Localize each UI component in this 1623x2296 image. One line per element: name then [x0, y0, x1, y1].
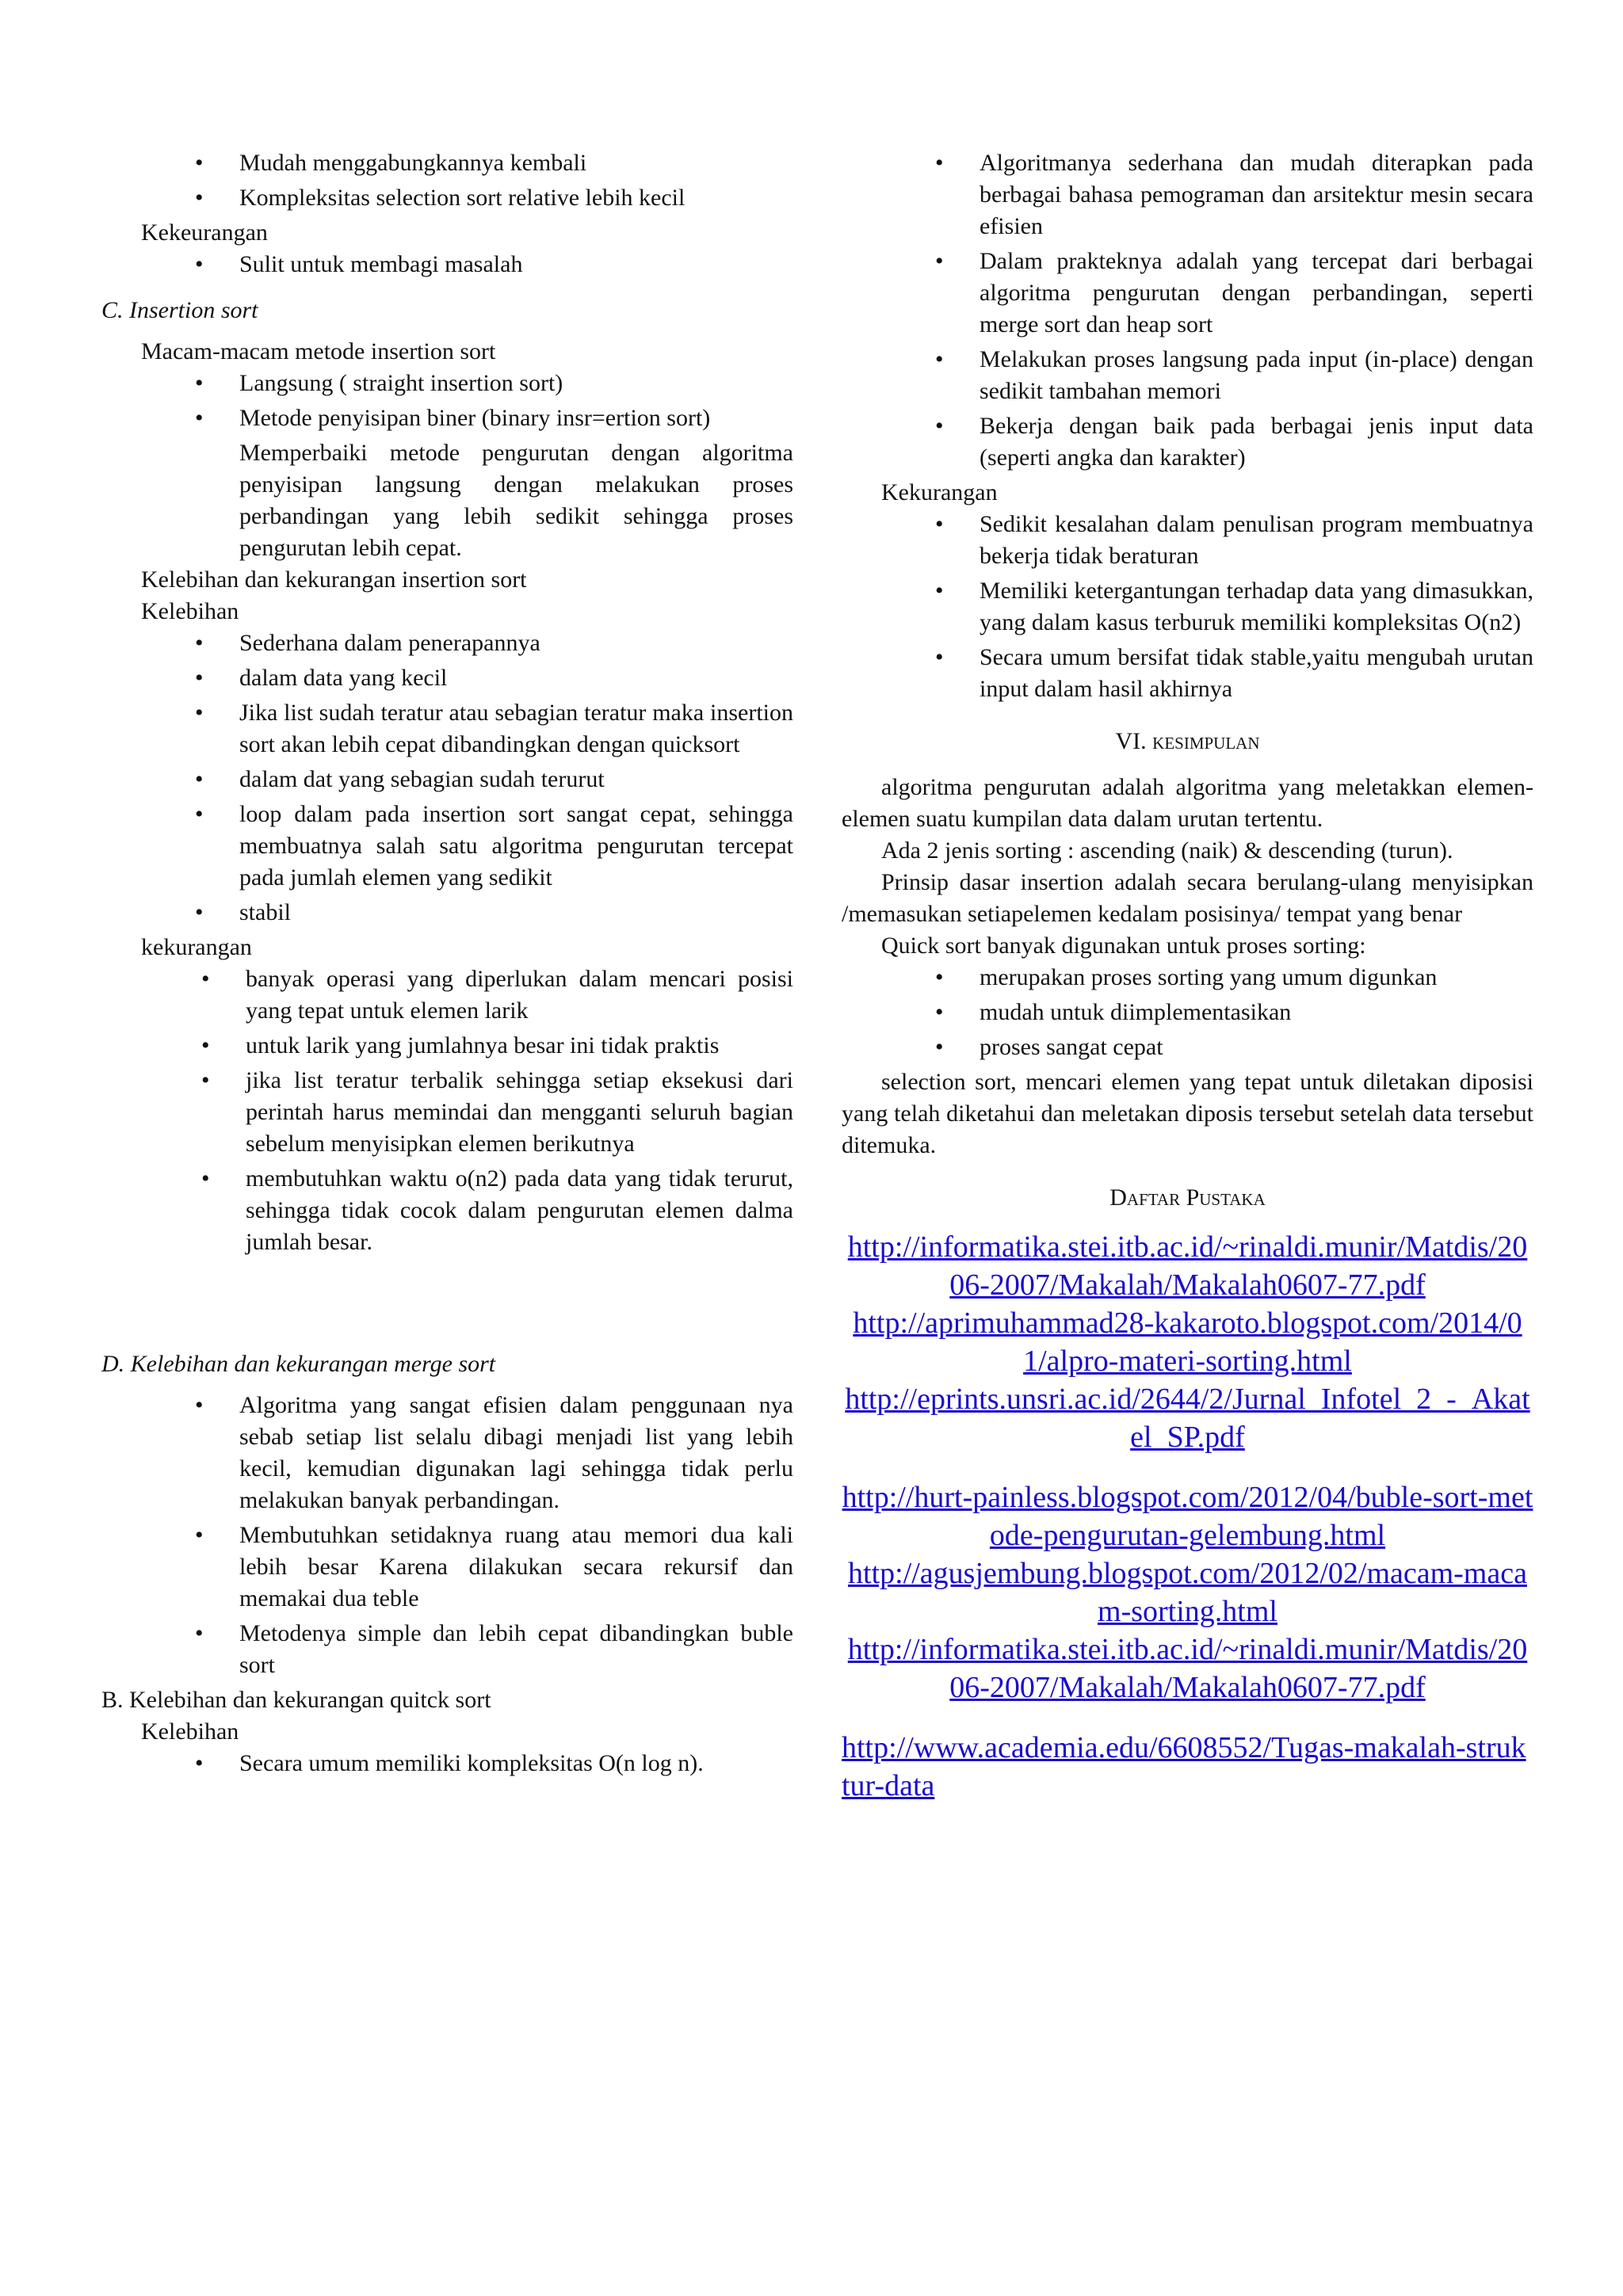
reference-link[interactable]: http://hurt-painless.blogspot.com/2012/04/buble-sort-metode-pengurutan-gelembung.html: [842, 1481, 1533, 1552]
list-item: • Sederhana dalam penerapannya: [101, 627, 793, 659]
quick-disadvantages-label: Kekurangan: [881, 479, 998, 505]
list-item: • proses sangat cepat: [842, 1032, 1533, 1063]
spacer: [842, 1456, 1533, 1478]
list-item: • jika list teratur terbalik sehingga setiap eksekusi dari perintah harus memindai dan mengganti seluruh bagian sebelum menyisipkan elemen berikutnya: [101, 1065, 793, 1160]
list-item: • dalam data yang kecil: [101, 662, 793, 694]
quick-advantages-list-right: [842, 147, 1533, 474]
list-item: • Langsung ( straight insertion sort): [101, 368, 793, 399]
references-heading-text: Daftar Pustaka: [1109, 1184, 1266, 1211]
list-item: • Algoritmanya sederhana dan mudah diterapkan pada berbagai bahasa pemograman dan arsitektur mesin secara efisien: [842, 147, 1533, 242]
spacer: [842, 1707, 1533, 1729]
spacer: [101, 1261, 793, 1334]
reference-link[interactable]: http://eprints.unsri.ac.id/2644/2/Jurnal_Infotel_2_-_Akatel_SP.pdf: [845, 1383, 1530, 1454]
left-column: [101, 147, 793, 1783]
quick-advantages-label: Kelebihan: [141, 1718, 239, 1745]
list-item: • Mudah menggabungkannya kembali: [101, 147, 793, 179]
section-b-heading: B. Kelebihan dan kekurangan quitck sort: [101, 1687, 491, 1713]
conclusion-heading: [842, 726, 1533, 757]
list-item: • Dalam prakteknya adalah yang tercepat dari berbagai algoritma pengurutan dengan perbandingan, seperti merge sort dan heap sort: [842, 246, 1533, 341]
list-item: • Memiliki ketergantungan terhadap data yang dimasukkan, yang dalam kasus terburuk memiliki kompleksitas O(n2): [842, 575, 1533, 639]
reference-link[interactable]: http://informatika.stei.itb.ac.id/~rinaldi.munir/Matdis/2006-2007/Makalah/Makalah0607-77.pdf: [847, 1230, 1528, 1302]
quick-uses-list: [842, 962, 1533, 1063]
list-item: • banyak operasi yang diperlukan dalam mencari posisi yang tepat untuk elemen larik: [101, 963, 793, 1027]
list-item: • Kompleksitas selection sort relative lebih kecil: [101, 182, 793, 214]
list-item: • stabil: [101, 897, 793, 929]
selection-sort-disadvantages-list: [101, 249, 793, 280]
list-item: • mudah untuk diimplementasikan: [842, 997, 1533, 1028]
quick-advantages-list-left: [101, 1748, 793, 1779]
list-item: • Secara umum memiliki kompleksitas O(n log n).: [101, 1748, 793, 1779]
list-item: • Metodenya simple dan lebih cepat dibandingkan buble sort: [101, 1618, 793, 1681]
reference-link[interactable]: http://informatika.stei.itb.ac.id/~rinaldi.munir/Matdis/2006-2007/Makalah/Makalah0607-77.pdf: [847, 1633, 1528, 1704]
conclusion-paragraph: Prinsip dasar insertion adalah secara berulang-ulang menyisipkan /memasukan setiapelemen kedalam posisinya/ tempat yang benar: [842, 869, 1533, 927]
list-item: • Membutuhkan setidaknya ruang atau memori dua kali lebih besar Karena dilakukan secara rekursif dan memakai dua teble: [101, 1520, 793, 1615]
selection-sort-disadvantages-label: Kekeurangan: [141, 219, 268, 246]
conclusion-paragraph: Quick sort banyak digunakan untuk proses sorting:: [881, 933, 1366, 959]
insertion-methods-label: Macam-macam metode insertion sort: [141, 338, 496, 364]
list-item: • Bekerja dengan baik pada berbagai jenis input data (seperti angka dan karakter): [842, 410, 1533, 474]
right-column: [842, 147, 1533, 1805]
section-c-heading: C. Insertion sort: [101, 297, 258, 323]
insertion-disadvantages-list: [101, 963, 793, 1258]
insertion-pros-cons-label: Kelebihan dan kekurangan insertion sort: [141, 566, 527, 593]
conclusion-paragraph: algoritma pengurutan adalah algoritma yang meletakkan elemen-elemen suatu kumpilan data dalam urutan tertentu.: [842, 774, 1533, 832]
insertion-advantages-label: Kelebihan: [141, 598, 239, 624]
references-heading: [842, 1182, 1533, 1214]
list-item: • Metode penyisipan biner (binary insr=ertion sort): [101, 402, 793, 434]
insertion-disadvantages-label: kekurangan: [141, 934, 252, 960]
reference-link[interactable]: http://aprimuhammad28-kakaroto.blogspot.com/2014/01/alpro-materi-sorting.html: [853, 1306, 1522, 1378]
quick-disadvantages-list: [842, 509, 1533, 705]
list-item: • merupakan proses sorting yang umum digunkan: [842, 962, 1533, 994]
reference-link[interactable]: http://agusjembung.blogspot.com/2012/02/macam-macam-sorting.html: [848, 1557, 1527, 1628]
list-item: • Melakukan proses langsung pada input (in-place) dengan sedikit tambahan memori: [842, 344, 1533, 407]
list-item: • dalam dat yang sebagian sudah terurut: [101, 764, 793, 795]
list-item: • untuk larik yang jumlahnya besar ini tidak praktis: [101, 1030, 793, 1062]
list-item: • Secara umum bersifat tidak stable,yaitu mengubah urutan input dalam hasil akhirnya: [842, 642, 1533, 705]
list-item: • loop dalam pada insertion sort sangat cepat, sehingga membuatnya salah satu algoritma pengurutan tercepat pada jumlah elemen yang sedikit: [101, 799, 793, 894]
section-d-heading: D. Kelebihan dan kekurangan merge sort: [101, 1351, 496, 1377]
conclusion-heading-number: VI.: [1115, 728, 1147, 754]
insertion-advantages-list: [101, 627, 793, 929]
list-item: • membutuhkan waktu o(n2) pada data yang tidak terurut, sehingga tidak cocok dalam pengurutan elemen dalma jumlah besar.: [101, 1163, 793, 1258]
list-item: • Jika list sudah teratur atau sebagian teratur maka insertion sort akan lebih cepat dibandingkan dengan quicksort: [101, 697, 793, 761]
conclusion-heading-text: kesimpulan: [1152, 728, 1260, 754]
list-item: • Sedikit kesalahan dalam penulisan program membuatnya bekerja tidak beraturan: [842, 509, 1533, 572]
selection-sort-advantages-list: [101, 147, 793, 214]
binary-insertion-note: Memperbaiki metode pengurutan dengan algoritma penyisipan langsung dengan melakukan proses perbandingan yang lebih sedikit sehingga proses pengurutan lebih cepat.: [239, 440, 793, 561]
list-item: • Sulit untuk membagi masalah: [101, 249, 793, 280]
insertion-methods-list: [101, 368, 793, 434]
conclusion-paragraph: Ada 2 jenis sorting : ascending (naik) & descending (turun).: [881, 837, 1453, 864]
references-list: [842, 1228, 1533, 1805]
merge-sort-list: [101, 1390, 793, 1681]
list-item: • Algoritma yang sangat efisien dalam penggunaan nya sebab setiap list selalu dibagi menjadi list yang lebih kecil, kemudian digunakan lagi sehingga tidak perlu melakukan banyak perbandingan.: [101, 1390, 793, 1516]
reference-link[interactable]: http://www.academia.edu/6608552/Tugas-makalah-struktur-data: [842, 1731, 1526, 1802]
conclusion-paragraph: selection sort, mencari elemen yang tepat untuk diletakan diposisi yang telah diketahui dan meletakan diposis tersebut setelah data tersebut ditemuka.: [842, 1069, 1533, 1158]
